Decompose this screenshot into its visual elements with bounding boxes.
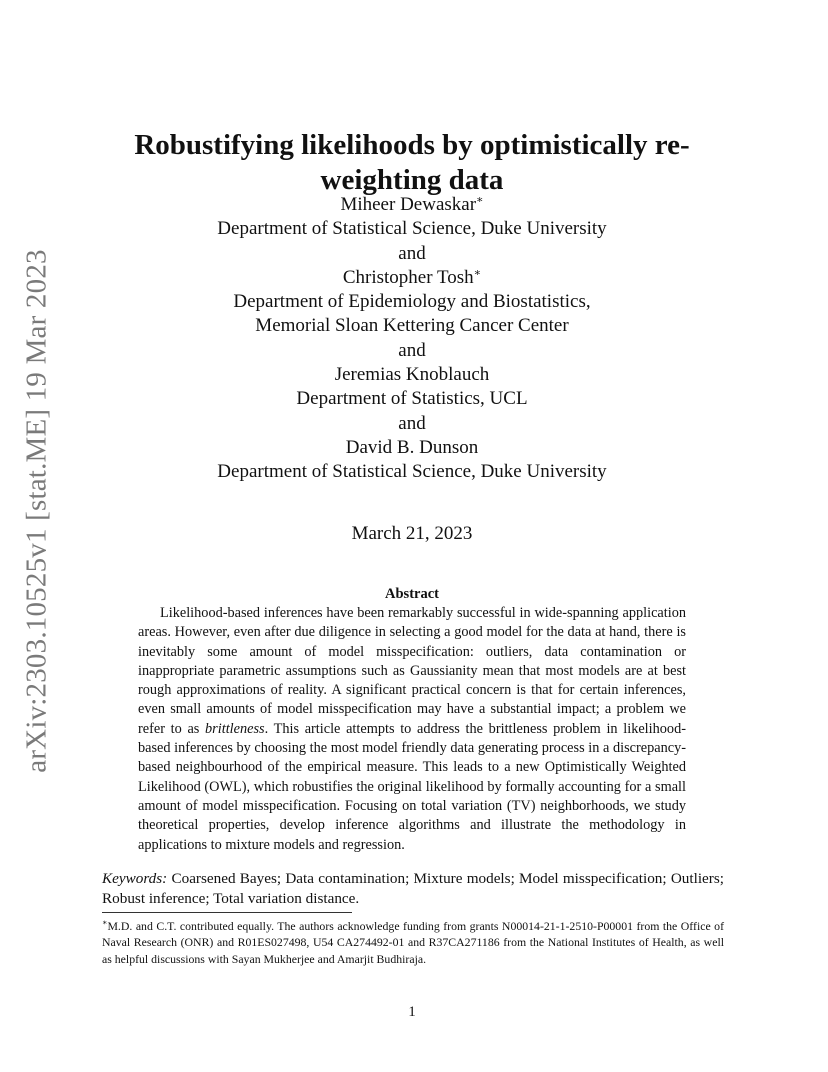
abstract-emphasis: brittleness	[205, 720, 265, 737]
equal-contribution-mark: ∗	[473, 266, 482, 279]
abstract-body: Likelihood-based inferences have been remarkably successful in wide-spanning application areas. However, even after due diligence in selecting a good model for the data at hand, there is inevitably some amount of model misspecification: outliers, data contamination or inappropriate parametric assumptions such as Gaussianity mean that most models are at best rough approximations of reality. A significant practical concern is that for certain inferences, even small amounts of model misspecification may have a substantial impact; a problem we refer to as brittleness. This article attempts to address the brittleness problem in likelihood-based inferences by choosing the most model friendly data generating process in a discrepancy-based neighbourhood of the empirical measure. This leads to a new Optimistically Weighted Likelihood (OWL), which robustifies the original likelihood by formally accounting for a small amount of model misspecification. Focusing on total variation (TV) neighborhoods, we study theoretical properties, develop inference algorithms and illustrate the methodology in applications to mixture models and regression.	[138, 605, 686, 853]
keywords-label: Keywords:	[102, 870, 168, 887]
author-separator: and	[398, 339, 426, 361]
author-separator: and	[398, 412, 426, 434]
author-name: Jeremias Knoblauch	[334, 364, 490, 386]
abstract-heading: Abstract	[385, 586, 439, 602]
arxiv-identifier-text: arXiv:2303.10525v1 [stat.ME] 19 Mar 2023	[20, 249, 53, 773]
author-name: Miheer Dewaskar∗	[340, 194, 484, 215]
keywords-list: Coarsened Bayes; Data contamination; Mixture models; Model misspecification; Outliers; Robust inference; Total variation distance.	[102, 870, 724, 907]
footnote-text: M.D. and C.T. contributed equally. The authors acknowledge funding from grants N00014-21-1-2510-P00001 from the Office of Naval Research (ONR) and R01ES027498, U54 CA274492-01 and R37CA271186 from the National Institutes of Health, as well as helpful discussions with Sayan Mukherjee and Amarjit Budhiraja.	[102, 919, 724, 966]
page-number: 1	[408, 1004, 416, 1020]
author-affiliation: Department of Statistical Science, Duke University	[217, 218, 607, 240]
paper-title: Robustifying likelihoods by optimistically re-weighting data	[134, 129, 690, 196]
author-affiliation: Department of Statistical Science, Duke University	[217, 461, 607, 483]
author-name: David B. Dunson	[345, 436, 479, 458]
author-name: Christopher Tosh∗	[342, 266, 482, 288]
arxiv-identifier-stamp	[20, 249, 53, 773]
author-affiliation: Memorial Sloan Kettering Cancer Center	[255, 315, 569, 337]
publication-date: March 21, 2023	[351, 523, 473, 544]
author-block	[100, 193, 724, 485]
equal-contribution-mark: ∗	[476, 194, 484, 206]
footnote-mark: ∗	[102, 918, 108, 927]
author-affiliation: Department of Epidemiology and Biostatistics,	[233, 291, 591, 313]
author-separator: and	[398, 242, 426, 264]
author-affiliation: Department of Statistics, UCL	[296, 388, 528, 410]
footnote	[102, 918, 724, 967]
keywords	[102, 869, 724, 908]
footnote-rule	[102, 912, 352, 913]
